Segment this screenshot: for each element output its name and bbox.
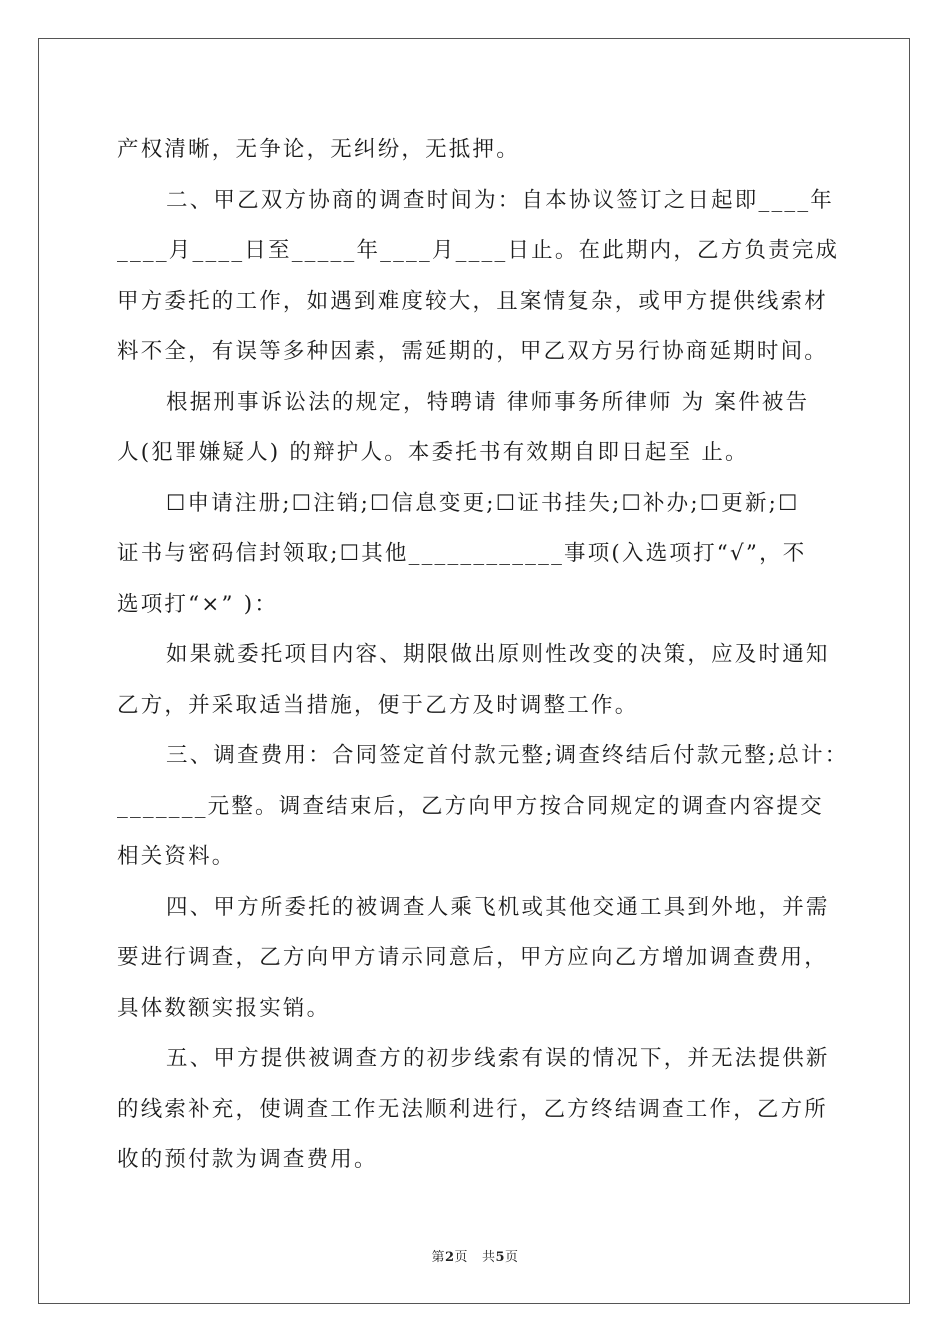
total-pages: 5 [495, 1250, 506, 1265]
text-line: 人(犯罪嫌疑人) 的辩护人。本委托书有效期自即日起至 止。 [117, 440, 749, 465]
text-line: 选项打“×” )： [117, 591, 279, 617]
text-line: 四、甲方所委托的被调查人乘飞机或其他交通工具到外地，并需 [166, 894, 830, 920]
text-line: 二、甲乙双方协商的调查时间为：自本协议签订之日起即____年 [166, 187, 835, 213]
text-line: 根据刑事诉讼法的规定，特聘请 律师事务所律师 为 案件被告 [166, 389, 810, 415]
text-line: 具体数额实报实销。 [117, 995, 331, 1021]
text-line: 产权清晰，无争论，无纠纷，无抵押。 [117, 137, 520, 162]
total-prefix: 共 [481, 1250, 496, 1265]
text-line: 收的预付款为调查费用。 [117, 1147, 378, 1172]
text-line: 料不全，有误等多种因素，需延期的，甲乙双方另行协商延期时间。 [117, 339, 829, 364]
text-line: _______元整。调查结束后，乙方向甲方按合同规定的调查内容提交 [117, 793, 824, 819]
text-line: 乙方，并采取适当措施，便于乙方及时调整工作。 [117, 692, 639, 718]
text-line: 五、甲方提供被调查方的初步线索有误的情况下，并无法提供新 [166, 1046, 830, 1071]
text-line: 甲方委托的工作，如遇到难度较大，且案情复杂，或甲方提供线索材 [117, 288, 829, 314]
text-line: ____月____日至_____年____月____日止。在此期内，乙方负责完成 [117, 238, 840, 263]
text-line: 的线索补充，使调查工作无法顺利进行，乙方终结调查工作，乙方所 [117, 1096, 829, 1122]
text-line: 如果就委托项目内容、期限做出原则性改变的决策，应及时通知 [166, 642, 830, 667]
document-body [117, 125, 849, 1186]
text-line: ☐申请注册;☐注销;☐信息变更;☐证书挂失;☐补办;☐更新;☐ [166, 490, 800, 516]
text-line: 要进行调查，乙方向甲方请示同意后，甲方应向乙方增加调查费用， [117, 945, 829, 970]
total-suffix: 页 [505, 1250, 519, 1265]
page-prefix: 第 [431, 1250, 445, 1265]
page-number: 2 [444, 1250, 455, 1265]
text-line: 证书与密码信封领取;☐其他____________事项(入选项打“√”，不 [117, 541, 807, 566]
page-suffix: 页 [454, 1250, 469, 1265]
page-footer [0, 1246, 950, 1265]
text-line: 三、调查费用：合同签定首付款元整;调查终结后付款元整;总计： [166, 743, 849, 768]
text-line: 相关资料。 [117, 844, 236, 869]
